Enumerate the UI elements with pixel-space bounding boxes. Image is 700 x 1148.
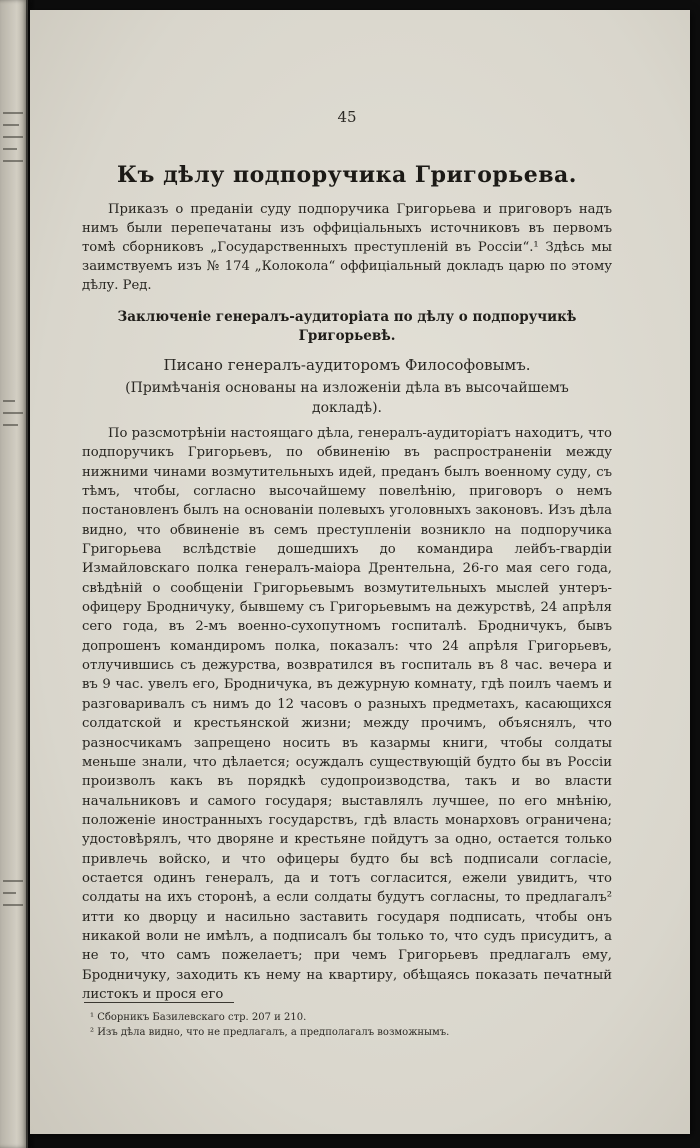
section-heading: Заключеніе генералъ-аудиторіата по дѣлу о подпоручикѣ Григорьевѣ. xyxy=(117,309,577,344)
notes-remark: (Примѣчанія основаны на изложеніи дѣла въ высочайшемъ докладѣ). xyxy=(125,380,569,416)
footnotes xyxy=(90,1010,610,1040)
page-number: 45 xyxy=(337,108,357,126)
editorial-intro: Приказъ о преданіи суду подпоручика Григорьева и приговоръ надъ нимъ были перепечатаны изъ оффиціальныхъ источниковъ въ первомъ томѣ сборниковъ „Государственныхъ преступленій въ Россіи“.¹ Здѣсь мы заимствуемъ изъ № 174 „Колокола“ оффиціальный докладъ царю по этому дѣлу. Ред. xyxy=(82,202,612,293)
book-page xyxy=(30,10,690,1134)
footnote-2: ² Изъ дѣла видно, что не предлагалъ, а предполагалъ возможнымъ. xyxy=(90,1027,450,1038)
footnote-divider xyxy=(84,1002,234,1003)
previous-page-edge xyxy=(0,0,28,1148)
footnote-1: ¹ Сборникъ Базилевскаго стр. 207 и 210. xyxy=(90,1012,307,1023)
body-text: По разсмотрѣніи настоящаго дѣла, генералъ-аудиторіатъ находитъ, что подпоручикъ Григорьевъ, по обвиненію въ распространеніи между нижними чинами возмутительныхъ идей, преданъ былъ военному суду, съ тѣмъ, чтобы, согласно высочайшему повелѣнію, приговоръ о немъ постановленъ былъ на основаніи полевыхъ уголовныхъ законовъ. Изъ дѣла видно, что обвиненіе въ семъ преступленіи возникло на подпоручика Григорьева вслѣдствіе дошедшихъ до командира лейбъ-гвардіи Измайловскаго полка генералъ-маіора Дрентельна, 26-го мая сего года, свѣдѣній о сообщеніи Григорьевымъ возмутительныхъ мыслей унтеръ-офицеру Бродничуку, бывшему съ Григорьевымъ на дежурствѣ, 24 апрѣля сего года, въ 2-мъ военно-сухопутномъ госпиталѣ. Бродничукъ, бывъ допрошенъ командиромъ полка, показалъ: что 24 апрѣля Григорьевъ, отлучившись съ дежурства, возвратился въ госпиталь въ 8 час. вечера и въ 9 час. увелъ его, Бродничука, въ дежурную комнату, гдѣ поилъ чаемъ и разговаривалъ съ нимъ до 12 часовъ о разныхъ предметахъ, касающихся солдатской и крестьянской жизни; между прочимъ, объяснялъ, что разносчикамъ запрещено носить въ казармы книги, чтобы солдаты меньше знали, что дѣлается; осуждалъ существующій будто бы въ Россіи произволъ какъ въ порядкѣ судопроизводства, такъ и во власти начальниковъ и самого государя; выставлялъ лучшее, по его мнѣнію, положеніе иностранныхъ государствъ, гдѣ власть монарховъ ограничена; удостовѣрялъ, что дворяне и крестьяне пойдутъ за одно, остается только привлечь войско, и что офицеры будто бы всѣ подписали согласіе, остается одинъ генералъ, да и тотъ согласится, ежели увидитъ, что солдаты на ихъ сторонѣ, а если солдаты будутъ согласны, то предлагалъ² итти ко дворцу и насильно заставить государя подписать, чтобы онъ никакой воли не имѣлъ, а подписалъ бы только то, что судъ присудитъ, а не то, что самъ пожелаетъ; при чемъ Григорьевъ предлагалъ ему, Бродничуку, заходить къ нему на квартиру, обѣщаясь показать печатный листокъ и прося его xyxy=(82,426,612,1002)
article-title: Къ дѣлу подпоручика Григорьева. xyxy=(117,162,577,188)
byline: Писано генералъ-аудиторомъ Философовымъ. xyxy=(163,356,531,374)
